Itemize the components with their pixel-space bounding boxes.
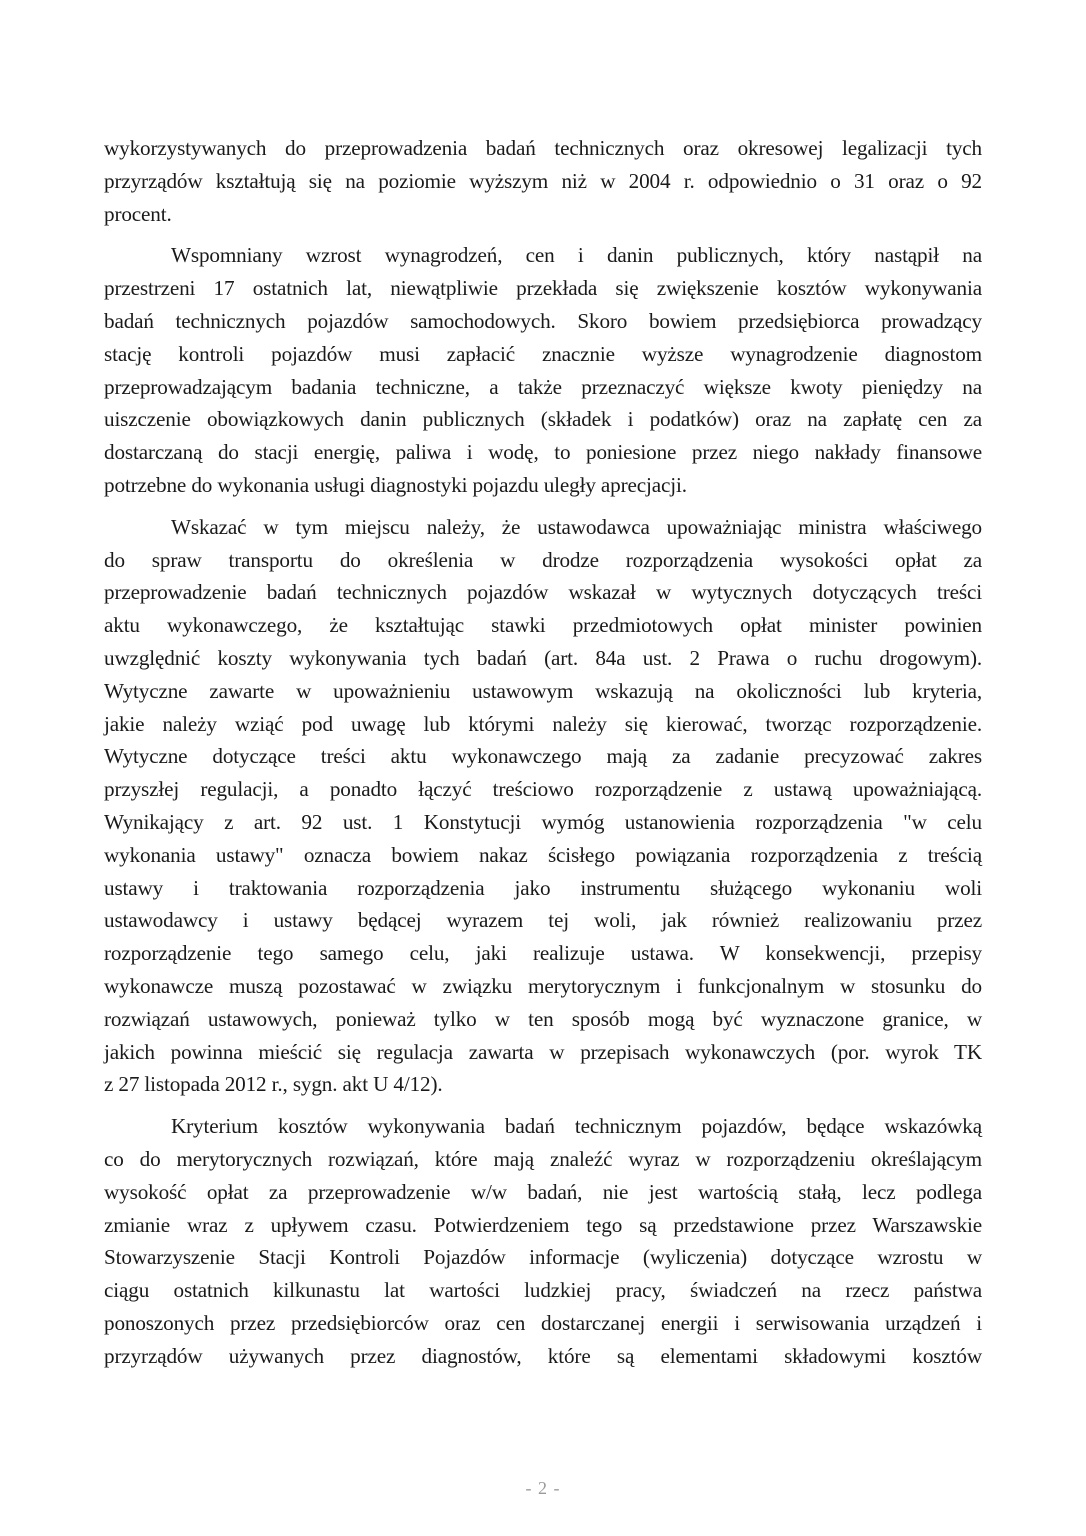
text-line: badań technicznych pojazdów samochodowych. Skoro bowiem przedsiębiorca prowadzący: [104, 308, 982, 333]
text-line: wykonawcze muszą pozostawać w związku merytorycznym i funkcjonalnym w stosunku do: [104, 973, 982, 998]
text-line: przeprowadzenie badań technicznych pojazdów wskazał w wytycznych dotyczących treści: [104, 580, 982, 605]
text-line: rozwiązań ustawowych, ponieważ tylko w ten sposób mogą być wyznaczone granice, w: [104, 1006, 982, 1031]
text-line: zmianie wraz z upływem czasu. Potwierdzeniem tego są przedstawione przez Warszawskie: [104, 1212, 982, 1237]
text-line: wykorzystywanych do przeprowadzenia badań technicznych oraz okresowej legalizacji tych: [104, 136, 982, 160]
paragraph-3: [104, 511, 982, 1101]
page-number: - 2 -: [525, 1478, 561, 1498]
text-line: z 27 listopada 2012 r., sygn. akt U 4/12).: [104, 1072, 443, 1097]
text-line: Wytyczne dotyczące treści aktu wykonawczego mają za zadanie precyzować zakres: [104, 744, 982, 769]
text-line: ustawodawcy i ustawy będącej wyrazem tej woli, jak również realizowaniu przez: [104, 908, 982, 933]
text-line: do spraw transportu do określenia w drodze rozporządzenia wysokości opłat za: [104, 547, 982, 572]
text-line: Wspomniany wzrost wynagrodzeń, cen i danin publicznych, który nastąpił na: [171, 243, 982, 268]
text-line: Wskazać w tym miejscu należy, że ustawodawca upoważniając ministra właściwego: [171, 514, 982, 539]
text-line: ponoszonych przez przedsiębiorców oraz cen dostarczanej energii i serwisowania urządzeń i: [104, 1310, 982, 1335]
text-line: przyszłej regulacji, a ponadto łączyć treściowo rozporządzenie z ustawą upoważniającą.: [104, 777, 982, 802]
paragraph-4: [104, 1110, 982, 1372]
text-line: wykonania ustawy" oznacza bowiem nakaz ścisłego powiązania rozporządzenia z treścią: [104, 842, 982, 867]
text-line: wysokość opłat za przeprowadzenie w/w badań, nie jest wartością stałą, lecz podlega: [104, 1179, 982, 1204]
paragraph-1: [104, 132, 982, 230]
text-line: Kryterium kosztów wykonywania badań technicznym pojazdów, będące wskazówką: [171, 1114, 982, 1139]
text-line: Stowarzyszenie Stacji Kontroli Pojazdów informacje (wyliczenia) dotyczące wzrostu w: [104, 1245, 982, 1270]
text-line: procent.: [104, 201, 172, 226]
text-line: stację kontroli pojazdów musi zapłacić znacznie wyższe wynagrodzenie diagnostom: [104, 341, 982, 366]
text-line: rozporządzenie tego samego celu, jaki realizuje ustawa. W konsekwencji, przepisy: [104, 941, 982, 966]
text-line: przyrządów używanych przez diagnostów, które są elementami składowymi kosztów: [104, 1343, 982, 1368]
text-line: ciągu ostatnich kilkunastu lat wartości ludzkiej pracy, świadczeń na rzecz państwa: [104, 1278, 982, 1303]
text-line: jakie należy wziąć pod uwagę lub którymi należy się kierować, tworząc rozporządzenie.: [104, 711, 982, 736]
text-line: uwzględnić koszty wykonywania tych badań (art. 84a ust. 2 Prawa o ruchu drogowym).: [104, 645, 982, 670]
text-line: aktu wykonawczego, że kształtując stawki przedmiotowych opłat minister powinien: [104, 613, 982, 638]
text-line: Wytyczne zawarte w upoważnieniu ustawowym wskazują na okoliczności lub kryteria,: [104, 678, 982, 703]
text-line: ustawy i traktowania rozporządzenia jako instrumentu służącego wykonaniu woli: [104, 875, 982, 900]
text-line: potrzebne do wykonania usługi diagnostyki pojazdu uległy aprecjacji.: [104, 472, 687, 497]
text-line: przyrządów kształtują się na poziomie wyższym niż w 2004 r. odpowiednio o 31 oraz o 92: [104, 168, 982, 193]
text-line: jakich powinna mieścić się regulacja zawarta w przepisach wykonawczych (por. wyrok TK: [104, 1039, 982, 1064]
text-line: przeprowadzającym badania techniczne, a także przeznaczyć większe kwoty pieniędzy na: [104, 374, 982, 399]
text-line: Wynikający z art. 92 ust. 1 Konstytucji wymóg ustanowienia rozporządzenia "w celu: [104, 809, 982, 834]
text-line: co do merytorycznych rozwiązań, które mają znaleźć wyraz w rozporządzeniu określającym: [104, 1146, 982, 1171]
text-line: uiszczenie obowiązkowych danin publicznych (składek i podatków) oraz na zapłatę cen za: [104, 407, 982, 432]
document-page: [104, 132, 982, 1372]
paragraph-2: [104, 239, 982, 501]
text-line: przestrzeni 17 ostatnich lat, niewątpliwie przekłada się zwiększenie kosztów wykonywania: [104, 276, 982, 301]
text-line: dostarczaną do stacji energię, paliwa i wodę, to poniesione przez niego nakłady finansowe: [104, 440, 982, 465]
